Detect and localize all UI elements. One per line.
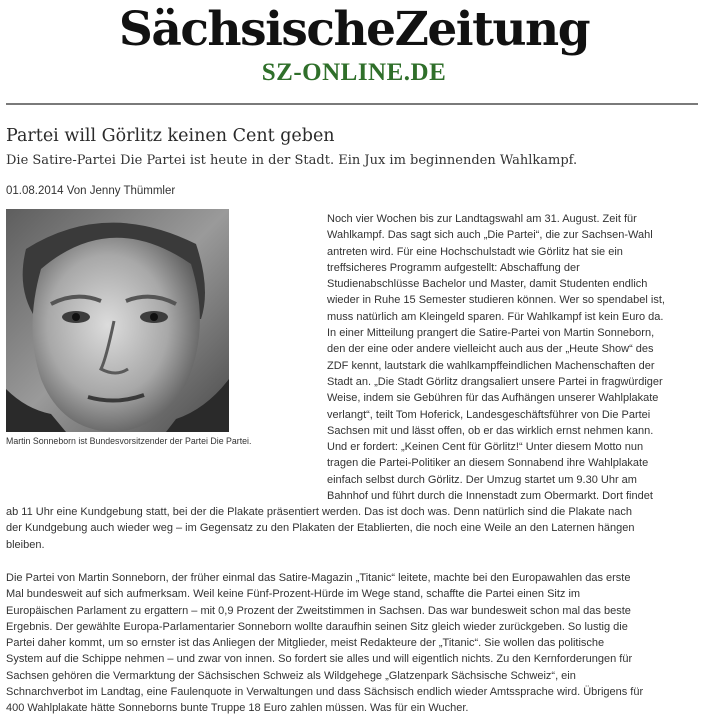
paragraph-line: Schnarchverbot im Landtag, eine Faulenquote in Verwaltungen und dass Sächsisch endlich wieder Amtssprache wird. Übrigens für (6, 686, 644, 699)
paragraph-line: Ergebnis. Der gewählte Europa-Parlamentarier Sonneborn wollte daraufhin seinen Sitz gleich wieder zurückgeben. So lustig die (6, 620, 628, 633)
article-paragraph-2 (6, 570, 706, 717)
article-subtitle: Die Satire-Partei Die Partei ist heute in der Stadt. Ein Jux im beginnenden Wahlkampf. (6, 153, 578, 168)
paragraph-line: ZDF kennt, lautstark die wahlkampffeindlichen Machenschaften der (327, 359, 655, 372)
paragraph-line: den der eine oder andere vielleicht auch aus der „Heute Show“ des (327, 343, 654, 356)
paragraph-line: Partei daher kommt, um so ernster ist das Anliegen der Mitglieder, meist Redakteure der „Titanic“. Sie wollen das politische (6, 637, 605, 650)
paragraph-line: verlangt“, teilt Tom Hoferick, Landesgeschäftsführer von Die Partei (327, 408, 651, 421)
paragraph-line: Noch vier Wochen bis zur Landtagswahl am 31. August. Zeit für (327, 213, 637, 225)
article-continuation-text (6, 504, 706, 553)
paragraph-line: System auf die Schippe nehmen – und zwar von innen. So fordert sie alles und will eigentlich nichts. Zu den Kernforderungen für (6, 653, 633, 666)
photo-caption: Martin Sonneborn ist Bundesvorsitzender der Partei Die Partei. (6, 436, 252, 446)
paragraph-line: Weise, indem sie Gebühren für das Aufhängen unserer Wahlplakate (327, 392, 659, 405)
paragraph-line: Europäischen Parlament zu ergattern – mit 0,9 Prozent der Zweitstimmen in Sachsen. Das war bundesweit schon mal das beste (6, 604, 631, 617)
paragraph-line: Sachsen mit und lässt offen, ob er das wirklich ernst nehmen kann. (327, 424, 654, 437)
paragraph-line: wieder in Ruhe 15 Semester studieren können. Wer so spendabel ist, (327, 294, 665, 307)
paragraph-line: In einer Mitteilung prangert die Satire-Partei von Martin Sonneborn, (327, 327, 655, 340)
paragraph-line: Bahnhof und führt durch die Innenstadt zum Obermarkt. Dort findet (327, 490, 653, 503)
paragraph-line: antreten wird. Für eine Hochschulstadt wie Görlitz hat sie ein (327, 245, 623, 258)
paragraph-line: bleiben. (6, 538, 45, 551)
paragraph-line: muss natürlich am Kleingeld sparen. Für Wahlkampf ist kein Euro da. (327, 310, 664, 323)
paragraph-line: Studienabschlüsse Bachelor und Master, damit Studenten endlich (327, 278, 648, 291)
paragraph-line: ab 11 Uhr eine Kundgebung statt, bei der die Plakate präsentiert werden. Das ist doch was. Denn natürlich sind die Plakate nach (6, 506, 632, 518)
paragraph-line: Sachsen gehören die Vermarktung der Sächsischen Schweiz als Wildgehege „Glatzenpark Sächsische Schweiz“, ein (6, 669, 576, 682)
paragraph-line: 400 Wahlplakate hätte Sonneborns bunte Truppe 18 Euro zahlen müssen. Was für ein Wucher. (6, 702, 469, 715)
paragraph-line: Wahlkampf. Das sagt sich auch „Die Partei“, die zur Sachsen-Wahl (327, 229, 653, 242)
header-divider (6, 103, 698, 105)
article-byline: 01.08.2014 Von Jenny Thümmler (6, 185, 176, 197)
portrait-photo (6, 209, 229, 432)
paragraph-line: einfach selbst durch Görlitz. Der Umzug startet um 9.30 Uhr am (327, 473, 637, 486)
article-headline: Partei will Görlitz keinen Cent geben (6, 126, 335, 146)
paragraph-line: tragen die Partei-Politiker an diesem Sonnabend ihre Wahlplakate (327, 457, 649, 470)
masthead (0, 0, 708, 108)
site-url-link[interactable]: SZ-ONLINE.DE (261, 59, 447, 86)
paragraph-line: Die Partei von Martin Sonneborn, der früher einmal das Satire-Magazin „Titanic“ leitete, machte bei den Europawahlen das erste (6, 572, 631, 584)
paragraph-line: Stadt an. „Die Stadt Görlitz drangsaliert unsere Partei in fragwürdiger (327, 375, 663, 388)
paragraph-line: treffsicheres Programm aufgestellt: Abschaffung der (327, 261, 580, 274)
newspaper-logo[interactable]: SächsischeZeitung (118, 2, 590, 57)
paragraph-line: Und er fordert: „Keinen Cent für Görlitz!“ Unter diesem Motto nun (327, 441, 644, 454)
article-column-text (327, 211, 702, 504)
paragraph-line: Mal bundesweit auf sich aufmerksam. Weil keine Fünf-Prozent-Hürde im Wege stand, schaffte die Partei einen Sitz im (6, 588, 581, 601)
paragraph-line: der Kundgebung auch wieder weg – im Gegensatz zu den Plakaten der Etablierten, die noch eine Weile an den Laternen hängen (6, 522, 635, 535)
